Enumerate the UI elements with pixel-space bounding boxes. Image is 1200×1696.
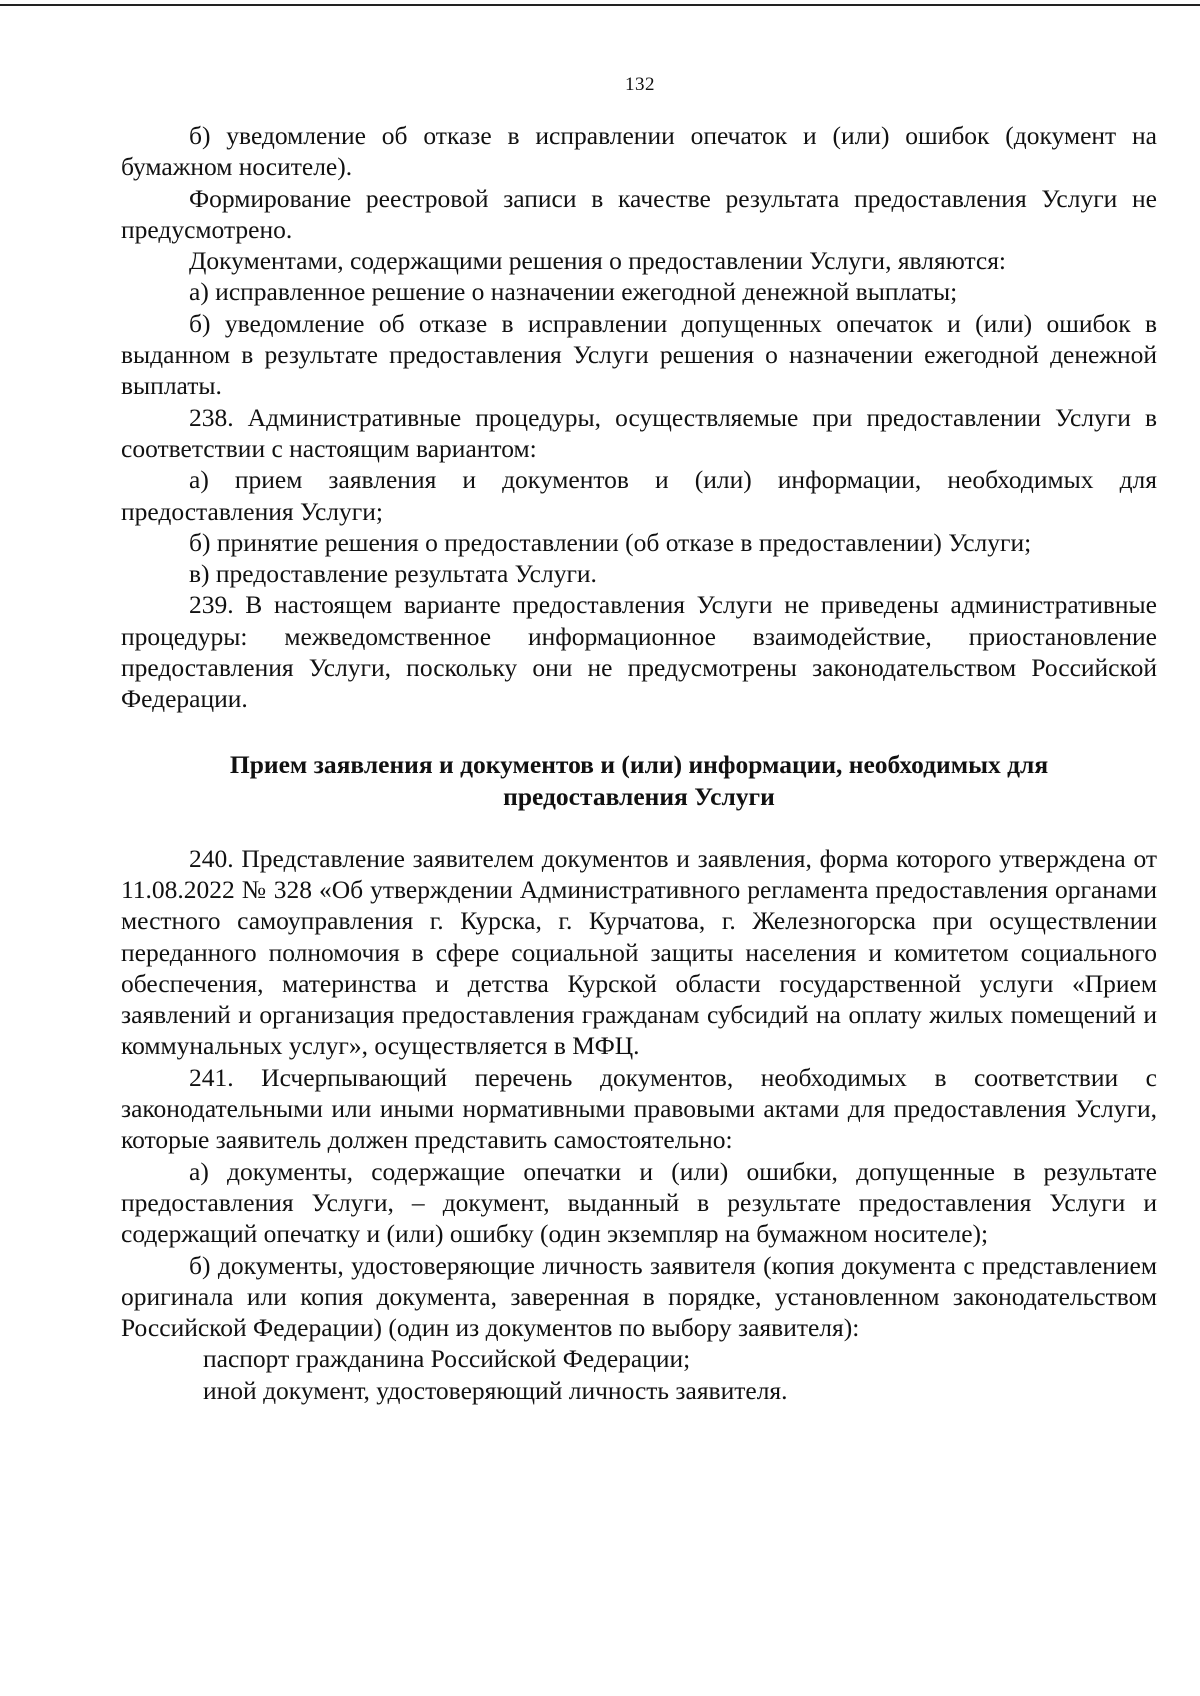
- section-heading-line: Прием заявления и документов и (или) информации, необходимых для: [229, 749, 1049, 779]
- paragraph: 241. Исчерпывающий перечень документов, необходимых в соответствии с законодательными или иными нормативными правовыми актами для предоставления Услуги, которые заявитель должен представить самостоятельно:: [121, 1062, 1157, 1155]
- section-heading-line: предоставления Услуги: [503, 781, 775, 811]
- section-heading: [121, 749, 1157, 813]
- paragraph: б) документы, удостоверяющие личность заявителя (копия документа с представлением оригинала или копия документа, заверенная в порядке, установленном законодательством Российской Федерации) (один из документов по выбору заявителя):: [121, 1250, 1157, 1343]
- list-item: паспорт гражданина Российской Федерации;: [203, 1344, 691, 1374]
- paragraph: б) уведомление об отказе в исправлении допущенных опечаток и (или) ошибок в выданном в результате предоставления Услуги решения о назначении ежегодной денежной выплаты.: [121, 308, 1157, 401]
- paragraph: 238. Административные процедуры, осуществляемые при предоставлении Услуги в соответствии с настоящим вариантом:: [121, 402, 1157, 463]
- paragraph: 240. Представление заявителем документов и заявления, форма которого утверждена от 11.08.2022 № 328 «Об утверждении Административного регламента предоставления органами местного самоуправления г. Курска, г. Курчатова, г. Железногорска при осуществлении переданного полномочия в сфере социальной защиты населения и комитетом социального обеспечения, материнства и детства Курской области государственной услуги «Прием заявлений и организация предоставления гражданам субсидий на оплату жилых помещений и коммунальных услуг», осуществляется в МФЦ.: [121, 843, 1157, 1061]
- paragraph: б) уведомление об отказе в исправлении опечаток и (или) ошибок (документ на бумажном носителе).: [121, 121, 1157, 182]
- paragraph: в) предоставление результата Услуги.: [189, 559, 597, 589]
- paragraph: Формирование реестровой записи в качестве результата предоставления Услуги не предусмотрено.: [121, 183, 1157, 244]
- page-number: 132: [625, 74, 655, 95]
- paragraph: б) принятие решения о предоставлении (об отказе в предоставлении) Услуги;: [189, 527, 1032, 557]
- list-item: иной документ, удостоверяющий личность заявителя.: [203, 1375, 788, 1405]
- paragraph: 239. В настоящем варианте предоставления Услуги не приведены административные процедуры: межведомственное информационное взаимодействие, приостановление предоставления Услуги, поскольку они не предусмотрены законодательством Российской Федерации.: [121, 590, 1157, 714]
- paragraph: а) исправленное решение о назначении ежегодной денежной выплаты;: [189, 277, 958, 307]
- document-body: [121, 120, 1157, 1406]
- paragraph: Документами, содержащими решения о предоставлении Услуги, являются:: [189, 246, 1007, 276]
- top-border-line: [0, 4, 1200, 6]
- paragraph: а) документы, содержащие опечатки и (или) ошибки, допущенные в результате предоставления Услуги, – документ, выданный в результате предоставления Услуги и содержащий опечатку и (или) ошибку (один экземпляр на бумажном носителе);: [121, 1156, 1157, 1249]
- paragraph: а) прием заявления и документов и (или) информации, необходимых для предоставления Услуги;: [121, 465, 1157, 526]
